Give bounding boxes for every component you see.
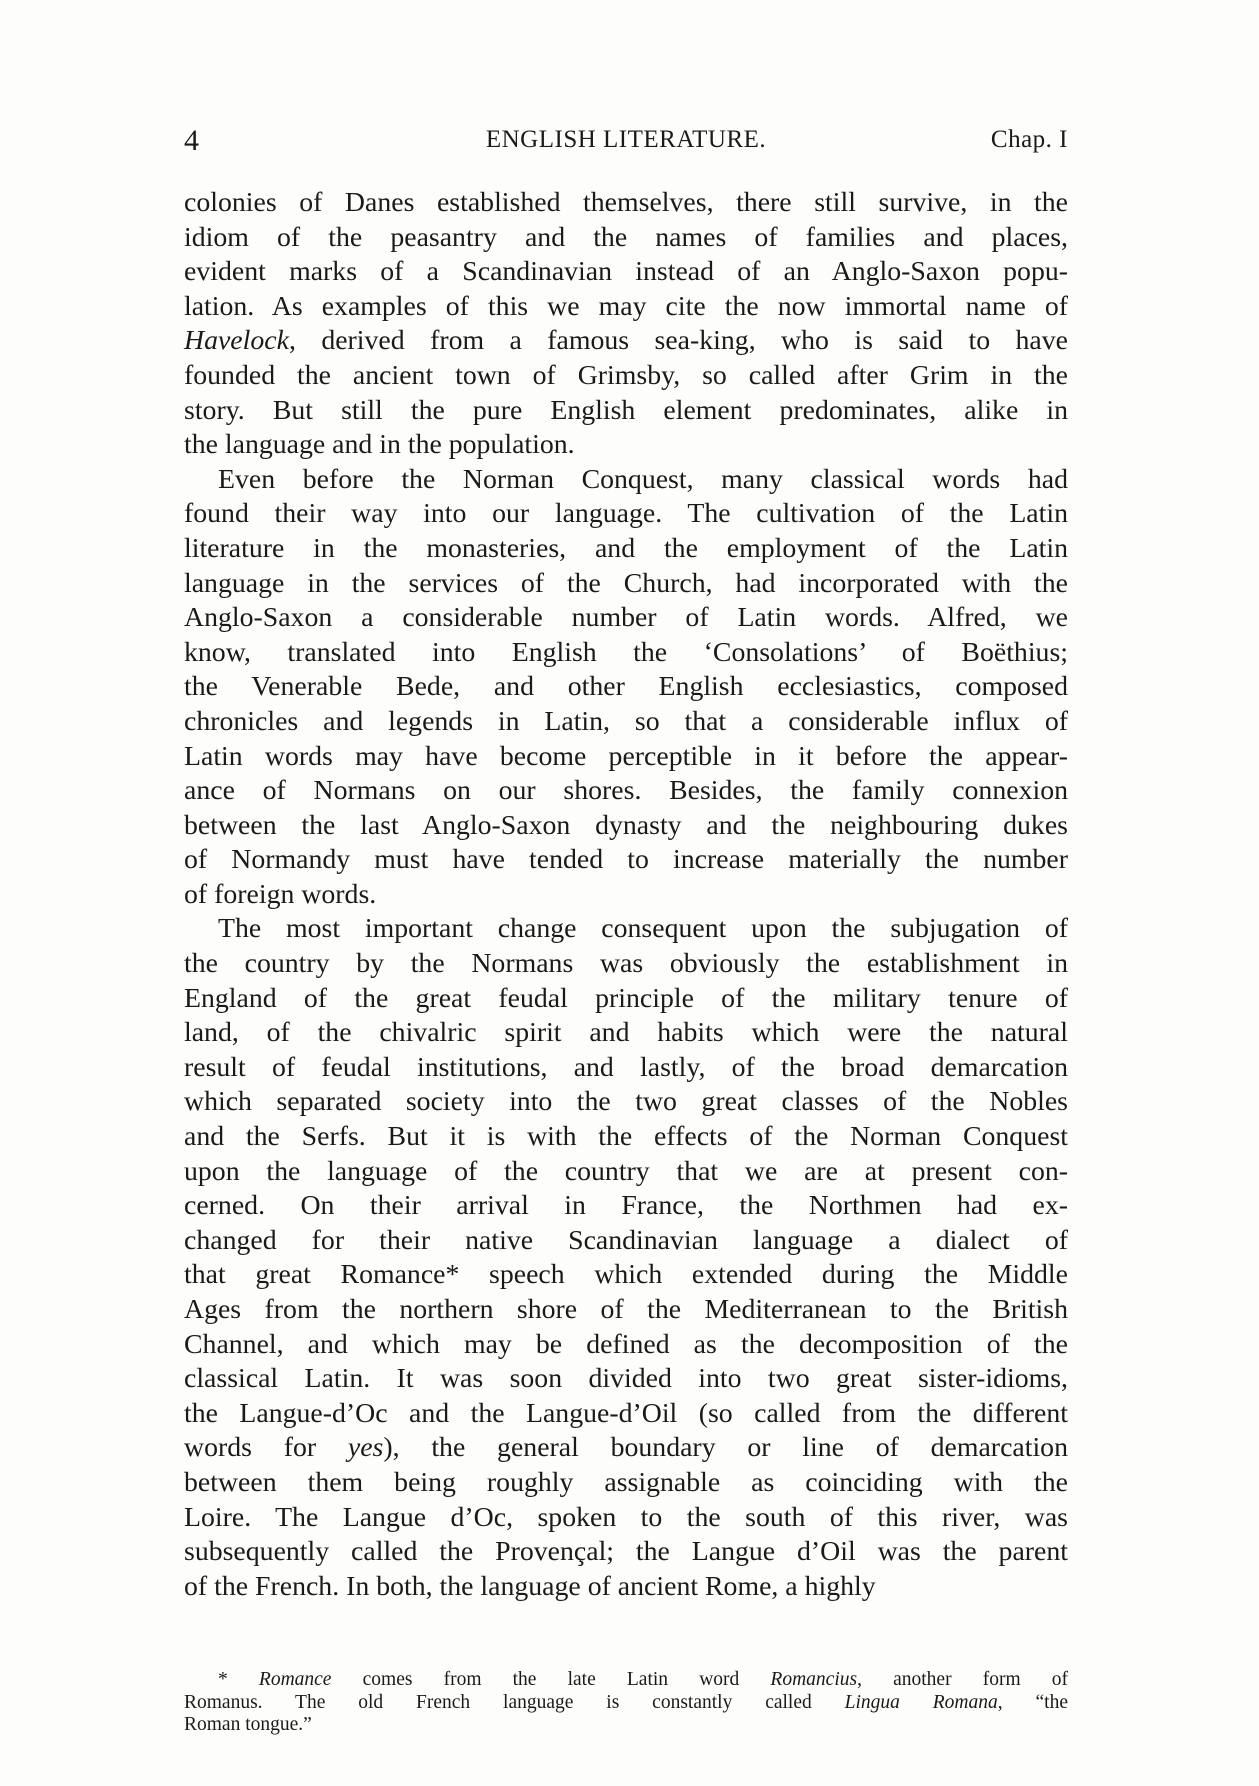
text-line: cerned. On their arrival in France, the Northmen had ex-: [184, 1190, 1068, 1222]
running-title: ENGLISH LITERATURE.: [485, 126, 767, 153]
text-line: know, translated into English the ‘Consolations’ of Boëthius;: [184, 636, 1068, 668]
text-line: Channel, and which may be defined as the decomposition of the: [184, 1328, 1068, 1360]
text-line: the Langue-d’Oc and the Langue-d’Oil (so called from the different: [184, 1397, 1068, 1429]
text-line: the language and in the population.: [184, 429, 575, 461]
page-number: 4: [184, 124, 200, 157]
text-line: which separated society into the two great classes of the Nobles: [184, 1086, 1068, 1118]
paragraph: [184, 463, 1068, 913]
text-line: found their way into our language. The cultivation of the Latin: [184, 498, 1068, 530]
text-line: story. But still the pure English element predominates, alike in: [184, 394, 1068, 426]
text-line: subsequently called the Provençal; the Langue d’Oil was the parent: [184, 1536, 1068, 1568]
text-line: that great Romance* speech which extended during the Middle: [184, 1259, 1068, 1291]
footnote: [184, 1669, 1068, 1737]
text-line: result of feudal institutions, and lastly, of the broad demarcation: [184, 1051, 1068, 1083]
italic-text: Havelock: [184, 325, 289, 357]
italic-text: yes: [347, 1432, 384, 1464]
text-line: evident marks of a Scandinavian instead of an Anglo-Saxon popu-: [184, 256, 1068, 288]
text-line: and the Serfs. But it is with the effects of the Norman Conquest: [184, 1121, 1068, 1153]
body-text: [184, 186, 1068, 1604]
text-line: * Romance comes from the late Latin word Romancius, another form of: [218, 1669, 1069, 1690]
text-line: chronicles and legends in Latin, so that a considerable influx of: [184, 705, 1068, 737]
text-line: Roman tongue.”: [184, 1714, 312, 1735]
text-line: founded the ancient town of Grimsby, so called after Grim in the: [184, 359, 1068, 391]
text-line: the country by the Normans was obviously the establishment in: [184, 948, 1068, 980]
text-line: Havelock, derived from a famous sea-king, who is said to have: [184, 325, 1068, 357]
text-line: of foreign words.: [184, 878, 377, 910]
text-line: Loire. The Langue d’Oc, spoken to the south of this river, was: [184, 1501, 1068, 1533]
text-line: ance of Normans on our shores. Besides, the family connexion: [184, 775, 1068, 807]
text-line: England of the great feudal principle of the military tenure of: [184, 982, 1068, 1014]
text-line: between them being roughly assignable as coinciding with the: [184, 1466, 1068, 1498]
text-line: literature in the monasteries, and the employment of the Latin: [184, 532, 1068, 564]
text-line: upon the language of the country that we are at present con-: [184, 1155, 1068, 1187]
text-line: colonies of Danes established themselves, there still survive, in the: [184, 187, 1068, 218]
text-line: land, of the chivalric spirit and habits which were the natural: [184, 1017, 1068, 1049]
text-line: Even before the Norman Conquest, many classical words had: [218, 463, 1068, 495]
text-line: lation. As examples of this we may cite the now immortal name of: [184, 290, 1068, 322]
text-line: the Venerable Bede, and other English ecclesiastics, composed: [184, 671, 1068, 703]
text-line: language in the services of the Church, had incorporated with the: [184, 567, 1068, 599]
chapter-label: Chap. I: [990, 126, 1068, 153]
running-head: [184, 122, 1068, 162]
paragraph: [184, 186, 1068, 463]
text-line: of the French. In both, the language of ancient Rome, a highly: [184, 1570, 876, 1602]
paragraph: [184, 912, 1068, 1604]
text-line: idiom of the peasantry and the names of families and places,: [184, 221, 1068, 253]
text-line: Ages from the northern shore of the Mediterranean to the British: [184, 1294, 1068, 1325]
italic-text: Romancius: [770, 1669, 858, 1690]
text-line: Latin words may have become perceptible in it before the appear-: [184, 740, 1068, 772]
text-line: between the last Anglo-Saxon dynasty and the neighbouring dukes: [184, 809, 1068, 841]
text-line: words for yes), the general boundary or line of demarcation: [184, 1432, 1068, 1464]
text-line: Anglo-Saxon a considerable number of Latin words. Alfred, we: [184, 602, 1068, 634]
text-line: changed for their native Scandinavian language a dialect of: [184, 1224, 1068, 1256]
italic-text: Romance: [258, 1669, 332, 1690]
text-line: Romanus. The old French language is constantly called Lingua Romana, “the: [184, 1691, 1069, 1713]
text-line: of Normandy must have tended to increase materially the number: [184, 844, 1068, 876]
text-line: The most important change consequent upon the subjugation of: [218, 913, 1068, 945]
italic-text: Lingua Romana: [844, 1691, 998, 1713]
text-line: classical Latin. It was soon divided into two great sister-idioms,: [184, 1363, 1068, 1395]
